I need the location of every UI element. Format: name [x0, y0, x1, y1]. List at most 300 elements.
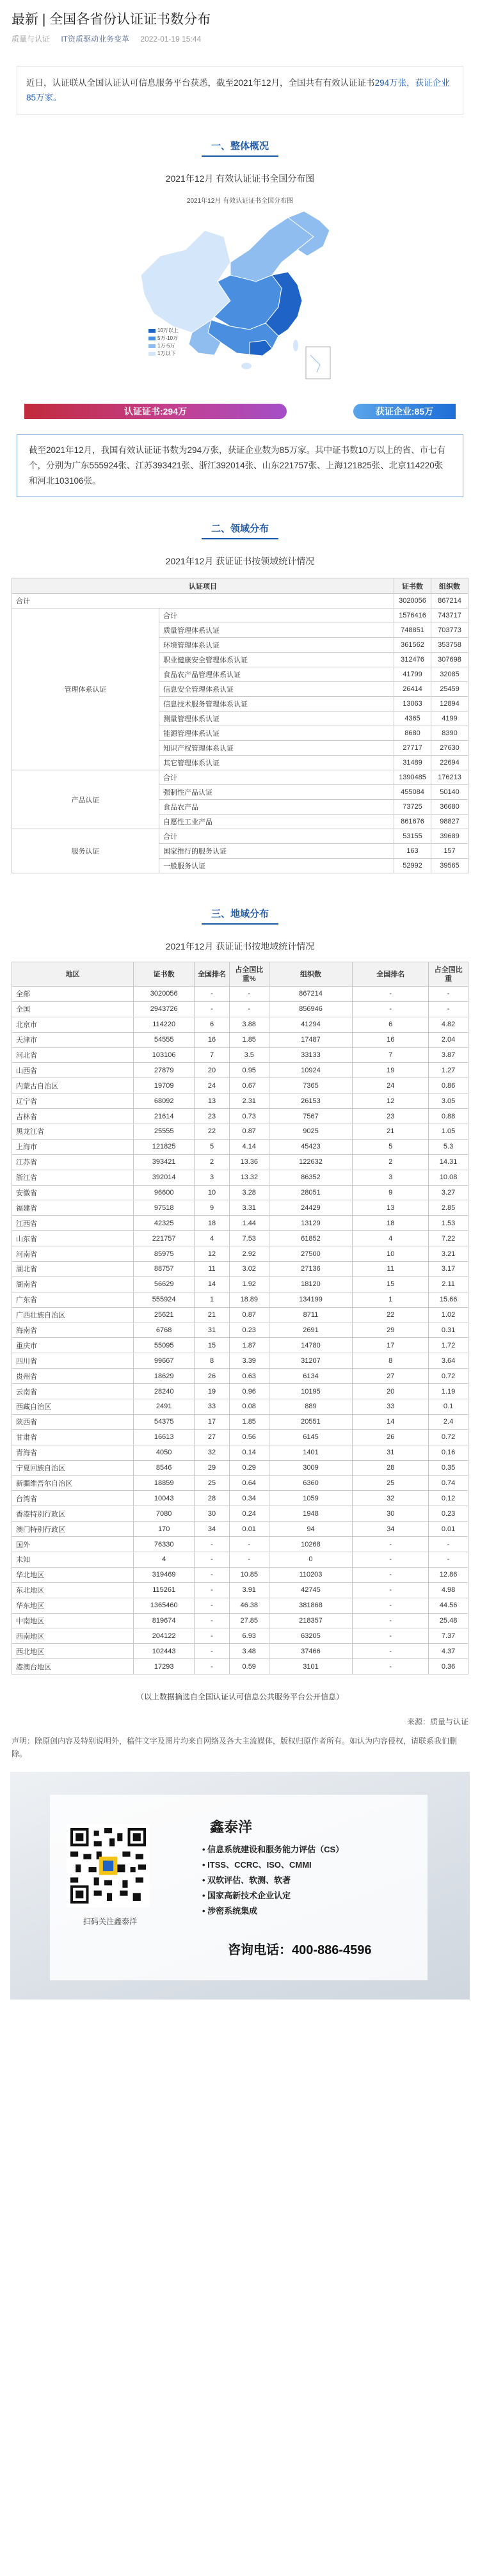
table-cell: 3.5	[229, 1047, 269, 1063]
table-cell: 94	[269, 1522, 353, 1537]
table-cell: 134199	[269, 1292, 353, 1307]
table-cell: -	[195, 1628, 230, 1644]
table-cell: 39689	[431, 829, 468, 844]
table-cell: 28051	[269, 1185, 353, 1200]
table-cell: 2.92	[229, 1246, 269, 1262]
table-cell: 西北地区	[12, 1644, 134, 1659]
table-cell: 45423	[269, 1139, 353, 1154]
table-cell: -	[353, 1628, 429, 1644]
table-cell: 4	[195, 1231, 230, 1246]
source-account[interactable]: IT资质驱动业务变革	[61, 35, 130, 44]
table-cell: 1401	[269, 1445, 353, 1460]
table-cell: 2491	[134, 1399, 195, 1415]
table-cell: 9	[353, 1185, 429, 1200]
table-cell: 18.89	[229, 1292, 269, 1307]
table-cell: -	[195, 1537, 230, 1552]
table-cell: 6134	[269, 1369, 353, 1384]
table-cell: 2	[353, 1154, 429, 1170]
table-row	[12, 1185, 468, 1200]
table-cell: 4	[134, 1552, 195, 1567]
table-cell: 44.56	[429, 1598, 468, 1613]
table-cell: 0	[269, 1552, 353, 1567]
table-cell: 14	[195, 1276, 230, 1292]
service-list	[202, 1842, 344, 1919]
section-title: 三、地域分布	[211, 909, 269, 919]
table-cell: 6.93	[229, 1628, 269, 1644]
section-divider	[202, 538, 278, 539]
table-cell: 0.35	[429, 1460, 468, 1475]
table-cell: 未知	[12, 1552, 134, 1567]
table-cell: 26	[353, 1429, 429, 1445]
table-cell: 8	[195, 1353, 230, 1369]
table-cell: 19	[195, 1384, 230, 1399]
table-cell: 14.31	[429, 1154, 468, 1170]
table-cell: 港澳台地区	[12, 1659, 134, 1674]
table-row	[12, 1032, 468, 1047]
table-cell: -	[353, 1598, 429, 1613]
table-cell: 28	[195, 1491, 230, 1506]
table-cell: 3020056	[394, 594, 431, 608]
table-cell: 信息安全管理体系认证	[159, 682, 394, 697]
table-row	[12, 1399, 468, 1415]
qr-code-icon	[70, 1828, 146, 1904]
table-cell: 76330	[134, 1537, 195, 1552]
table-cell: 393421	[134, 1154, 195, 1170]
table-cell: -	[195, 1001, 230, 1017]
table1-subtitle: 2021年12月 获证证书按领域统计情况	[165, 556, 315, 566]
enterprise-count-bar: 获证企业:85万	[353, 404, 456, 419]
table-cell: 2691	[269, 1323, 353, 1338]
qr-code[interactable]	[67, 1824, 150, 1907]
table-cell: 3.27	[429, 1185, 468, 1200]
table-cell: 1.87	[229, 1338, 269, 1353]
table-header: 地区	[12, 962, 134, 987]
table-cell: -	[353, 987, 429, 1002]
table-cell: 0.01	[429, 1522, 468, 1537]
table-cell: 0.67	[229, 1078, 269, 1093]
legend-item-2: 5万-10万	[148, 335, 179, 342]
table-cell: 867214	[431, 594, 468, 608]
table-cell: 1.27	[429, 1063, 468, 1078]
table-cell: 0.87	[229, 1124, 269, 1140]
table-row	[12, 1414, 468, 1429]
table-cell: -	[195, 1659, 230, 1674]
table-cell: -	[195, 1567, 230, 1582]
table-cell: -	[353, 1001, 429, 1017]
table-cell: 信息技术服务管理体系认证	[159, 697, 394, 712]
table-cell: 4	[353, 1231, 429, 1246]
table-cell: 7.22	[429, 1231, 468, 1246]
table-cell: 42745	[269, 1582, 353, 1598]
table-cell: 6360	[269, 1475, 353, 1491]
table-cell: 10	[353, 1246, 429, 1262]
table-row	[12, 1445, 468, 1460]
table-row	[12, 1384, 468, 1399]
table-cell: 9	[195, 1200, 230, 1216]
table-cell: 114220	[134, 1017, 195, 1032]
table-cell: 1948	[269, 1506, 353, 1522]
table-cell: 41799	[394, 667, 431, 682]
section-1-header	[12, 139, 468, 157]
table-cell: 13129	[269, 1216, 353, 1231]
ad-banner[interactable]	[10, 1772, 470, 2000]
table-cell: 170	[134, 1522, 195, 1537]
table-cell: 96600	[134, 1185, 195, 1200]
table-cell: 4050	[134, 1445, 195, 1460]
table-cell: 能源管理体系认证	[159, 726, 394, 741]
table-cell: 山东省	[12, 1231, 134, 1246]
table-cell: -	[353, 1659, 429, 1674]
table-cell: 吉林省	[12, 1109, 134, 1124]
table-cell: 312476	[394, 653, 431, 667]
table-cell: 7.53	[229, 1231, 269, 1246]
table-cell: 其它管理体系认证	[159, 756, 394, 770]
table-cell: 香港特别行政区	[12, 1506, 134, 1522]
table-cell: 115261	[134, 1582, 195, 1598]
table-row	[12, 1276, 468, 1292]
table-cell: 四川省	[12, 1353, 134, 1369]
table-cell: 24429	[269, 1200, 353, 1216]
table-cell: 10195	[269, 1384, 353, 1399]
article-meta	[12, 33, 468, 44]
china-map-graphic	[134, 205, 346, 397]
table-cell: 7080	[134, 1506, 195, 1522]
table-cell: 24	[195, 1078, 230, 1093]
table-row	[12, 1170, 468, 1185]
table-cell: 辽宁省	[12, 1093, 134, 1109]
table-cell: 15	[195, 1338, 230, 1353]
table-cell: 青海省	[12, 1445, 134, 1460]
table-cell: 2943726	[134, 1001, 195, 1017]
table-cell: -	[353, 1552, 429, 1567]
table-cell: 4.82	[429, 1017, 468, 1032]
table-cell: 176213	[431, 770, 468, 785]
table-cell: 27500	[269, 1246, 353, 1262]
table-cell: 55095	[134, 1338, 195, 1353]
table-cell: 18859	[134, 1475, 195, 1491]
table-cell: 4.98	[429, 1582, 468, 1598]
table-cell: 测量管理体系认证	[159, 712, 394, 726]
table-cell: 27717	[394, 741, 431, 756]
table-cell: 职业健康安全管理体系认证	[159, 653, 394, 667]
table-cell: 内蒙古自治区	[12, 1078, 134, 1093]
table-cell: 10.85	[229, 1567, 269, 1582]
author[interactable]: 质量与认证	[12, 35, 51, 44]
table-cell: 1059	[269, 1491, 353, 1506]
table-cell: 17293	[134, 1659, 195, 1674]
table-cell: 20	[195, 1063, 230, 1078]
table-cell: 1.92	[229, 1276, 269, 1292]
table-cell: 22	[195, 1124, 230, 1140]
table-cell: -	[195, 1644, 230, 1659]
table-cell: 31207	[269, 1353, 353, 1369]
table-cell: 31	[195, 1323, 230, 1338]
table-cell: 新疆维吾尔自治区	[12, 1475, 134, 1491]
table-cell: 10924	[269, 1063, 353, 1078]
table-cell: 北京市	[12, 1017, 134, 1032]
table-cell: 2.04	[429, 1032, 468, 1047]
table-cell: 3.87	[429, 1047, 468, 1063]
table-cell: 381868	[269, 1598, 353, 1613]
table-cell: 3.39	[229, 1353, 269, 1369]
table-cell: 3.02	[229, 1262, 269, 1277]
table-cell: 25621	[134, 1307, 195, 1323]
table-header: 组织数	[431, 578, 468, 594]
table-row	[12, 1139, 468, 1154]
table-cell: 宁夏回族自治区	[12, 1460, 134, 1475]
table-row	[12, 987, 468, 1002]
table-cell: 自愿性工业产品	[159, 815, 394, 829]
section-2-header	[12, 521, 468, 539]
intro-highlight: 294万张，获证企业85万家。	[26, 78, 450, 102]
table-cell: 全部	[12, 987, 134, 1002]
table-row	[12, 1017, 468, 1032]
table-cell: 广东省	[12, 1292, 134, 1307]
table-cell: 西南地区	[12, 1628, 134, 1644]
table-cell: 26414	[394, 682, 431, 697]
table-cell: 1576416	[394, 608, 431, 623]
table-cell: 6145	[269, 1429, 353, 1445]
table-cell: 221757	[134, 1231, 195, 1246]
table-cell: 江苏省	[12, 1154, 134, 1170]
table-cell: -	[195, 1582, 230, 1598]
table-cell: 1	[195, 1292, 230, 1307]
table-cell: 88757	[134, 1262, 195, 1277]
table-cell: 4.37	[429, 1644, 468, 1659]
table-cell: 21	[195, 1307, 230, 1323]
table-cell: 41294	[269, 1017, 353, 1032]
table-cell: 3101	[269, 1659, 353, 1674]
table-cell: 食品农产品管理体系认证	[159, 667, 394, 682]
table-row	[12, 1262, 468, 1277]
table-cell: 15	[353, 1276, 429, 1292]
map-inner-title: 2021年12月 有效认证证书全国分布图	[186, 198, 294, 205]
table-cell: 2.4	[429, 1414, 468, 1429]
table-cell: 861676	[394, 815, 431, 829]
table-cell: 海南省	[12, 1323, 134, 1338]
table-cell: 867214	[269, 987, 353, 1002]
cert-count-bar: 认证证书:294万	[24, 404, 287, 419]
table-cell: 3.31	[229, 1200, 269, 1216]
table-cell: 353758	[431, 638, 468, 653]
legend-item-1: 10万以上	[148, 327, 179, 335]
legend-item-4: 1万以下	[148, 350, 179, 358]
section-divider	[202, 155, 278, 157]
table-cell: 39565	[431, 859, 468, 873]
table-row	[12, 1001, 468, 1017]
table-cell: 4.14	[229, 1139, 269, 1154]
table-cell: 34	[195, 1522, 230, 1537]
table-cell: 3.28	[229, 1185, 269, 1200]
table-row	[12, 1628, 468, 1644]
table-cell: 18	[195, 1216, 230, 1231]
table-cell: 12.86	[429, 1567, 468, 1582]
table-cell: 819674	[134, 1613, 195, 1628]
table-cell: 889	[269, 1399, 353, 1415]
table-cell: -	[353, 1582, 429, 1598]
table-cell: 1.72	[429, 1338, 468, 1353]
table-row	[12, 1338, 468, 1353]
table-cell: 25.48	[429, 1613, 468, 1628]
table-cell: 6	[195, 1017, 230, 1032]
table-cell: 743717	[431, 608, 468, 623]
service-item: • 涉密系统集成	[202, 1904, 344, 1919]
table-cell: 0.1	[429, 1399, 468, 1415]
table-cell: 0.56	[229, 1429, 269, 1445]
table-cell: 福建省	[12, 1200, 134, 1216]
table-row	[12, 770, 468, 785]
table-cell: 33133	[269, 1047, 353, 1063]
table-cell: 合计	[159, 770, 394, 785]
table-cell: 澳门特别行政区	[12, 1522, 134, 1537]
table-header-row	[12, 578, 468, 594]
service-item: • 双软评估、软测、软著	[202, 1873, 344, 1888]
table-cell: 湖南省	[12, 1276, 134, 1292]
table-cell: 2.11	[429, 1276, 468, 1292]
table-cell: 西藏自治区	[12, 1399, 134, 1415]
table-cell: 云南省	[12, 1384, 134, 1399]
table-header: 证书数	[394, 578, 431, 594]
table-cell: 319469	[134, 1567, 195, 1582]
table-row	[12, 1429, 468, 1445]
table-cell: 13063	[394, 697, 431, 712]
table-row	[12, 1552, 468, 1567]
section-title: 一、整体概况	[211, 141, 269, 152]
table-header: 占全国比重%	[229, 962, 269, 987]
table-cell: 山西省	[12, 1063, 134, 1078]
table-header: 认证项目	[12, 578, 394, 594]
company-name: 鑫泰洋	[210, 1819, 253, 1836]
table-cell: 25459	[431, 682, 468, 697]
table-cell: 23	[195, 1109, 230, 1124]
consult-phone[interactable]: 咨询电话：400-886-4596	[228, 1943, 372, 1958]
table-row	[12, 1522, 468, 1537]
table-cell: 1365460	[134, 1598, 195, 1613]
table-cell: 56629	[134, 1276, 195, 1292]
table-cell: 17	[353, 1338, 429, 1353]
intro-box	[17, 66, 463, 115]
table-cell: -	[229, 1001, 269, 1017]
table-cell: 12	[195, 1246, 230, 1262]
table-cell: 3.05	[429, 1093, 468, 1109]
table-cell: 1.19	[429, 1384, 468, 1399]
table-cell: 天津市	[12, 1032, 134, 1047]
table-cell-group: 管理体系认证	[12, 608, 159, 770]
table-cell: 8546	[134, 1460, 195, 1475]
table-cell: 16613	[134, 1429, 195, 1445]
table-cell: 703773	[431, 623, 468, 638]
table-cell: 1.85	[229, 1032, 269, 1047]
table-cell: 黑龙江省	[12, 1124, 134, 1140]
source-line: 来源：质量与认证	[406, 1717, 468, 1727]
table-row	[12, 1460, 468, 1475]
table-cell: 0.12	[429, 1491, 468, 1506]
table-cell: 31	[353, 1445, 429, 1460]
table-cell: 7.37	[429, 1628, 468, 1644]
summary-bars	[24, 404, 456, 420]
table-cell: 0.59	[229, 1659, 269, 1674]
table-cell: 华东地区	[12, 1598, 134, 1613]
data-footnote: （以上数据摘选自全国认证认可信息公共服务平台公开信息）	[136, 1692, 344, 1702]
table-row	[12, 1369, 468, 1384]
table-cell: 0.01	[229, 1522, 269, 1537]
table-cell: 0.96	[229, 1384, 269, 1399]
table-cell: 52992	[394, 859, 431, 873]
table-cell: 0.24	[229, 1506, 269, 1522]
table-cell: 9025	[269, 1124, 353, 1140]
domain-table	[12, 578, 468, 873]
table-cell: 27	[195, 1429, 230, 1445]
table-cell: 0.63	[229, 1369, 269, 1384]
table-cell: 23	[353, 1109, 429, 1124]
table-cell: 15.66	[429, 1292, 468, 1307]
table-cell: 18120	[269, 1276, 353, 1292]
table-cell: 34	[353, 1522, 429, 1537]
table-cell: 0.72	[429, 1369, 468, 1384]
table-cell: 1	[353, 1292, 429, 1307]
table-cell: 1.85	[229, 1414, 269, 1429]
table-cell: 27136	[269, 1262, 353, 1277]
table-row	[12, 1537, 468, 1552]
service-item: • ITSS、CCRC、ISO、CMMI	[202, 1857, 344, 1873]
table-cell: 0.64	[229, 1475, 269, 1491]
table2-subtitle: 2021年12月 获证证书按地域统计情况	[165, 941, 315, 951]
table-cell: 广西壮族自治区	[12, 1307, 134, 1323]
table-cell: 392014	[134, 1170, 195, 1185]
table-cell: 华北地区	[12, 1567, 134, 1582]
table-row	[12, 1154, 468, 1170]
table-cell: 22694	[431, 756, 468, 770]
table-row	[12, 1093, 468, 1109]
table-row	[12, 1598, 468, 1613]
table-row	[12, 594, 468, 608]
table-cell: 3.88	[229, 1017, 269, 1032]
table-cell: 22	[353, 1307, 429, 1323]
table-cell: 73725	[394, 800, 431, 815]
table-row	[12, 608, 468, 623]
table-row	[12, 1323, 468, 1338]
table-cell: 2	[195, 1154, 230, 1170]
table-cell: 24	[353, 1078, 429, 1093]
table-cell: 合计	[159, 608, 394, 623]
table-cell: 8680	[394, 726, 431, 741]
table-cell: 97518	[134, 1200, 195, 1216]
table-cell: 14	[353, 1414, 429, 1429]
table-cell: 安徽省	[12, 1185, 134, 1200]
table-cell: 19	[353, 1063, 429, 1078]
table-cell: 0.88	[429, 1109, 468, 1124]
table-header: 全国排名	[195, 962, 230, 987]
table-cell: 16	[195, 1032, 230, 1047]
table-cell: 浙江省	[12, 1170, 134, 1185]
table-cell: 86352	[269, 1170, 353, 1185]
table-cell: 11	[353, 1262, 429, 1277]
map-subtitle: 2021年12月 有效认证证书全国分布图	[165, 173, 315, 184]
table-cell: 27879	[134, 1063, 195, 1078]
table-cell: 6	[353, 1017, 429, 1032]
table-cell: 贵州省	[12, 1369, 134, 1384]
table-cell: 13	[195, 1093, 230, 1109]
table-cell: 5	[195, 1139, 230, 1154]
table-cell: 28	[353, 1460, 429, 1475]
table-header: 证书数	[134, 962, 195, 987]
table-cell: 32	[353, 1491, 429, 1506]
table-header: 占全国比重	[429, 962, 468, 987]
table-cell: -	[353, 1613, 429, 1628]
table-row	[12, 1475, 468, 1491]
table-cell: 99667	[134, 1353, 195, 1369]
table-cell: 0.86	[429, 1078, 468, 1093]
